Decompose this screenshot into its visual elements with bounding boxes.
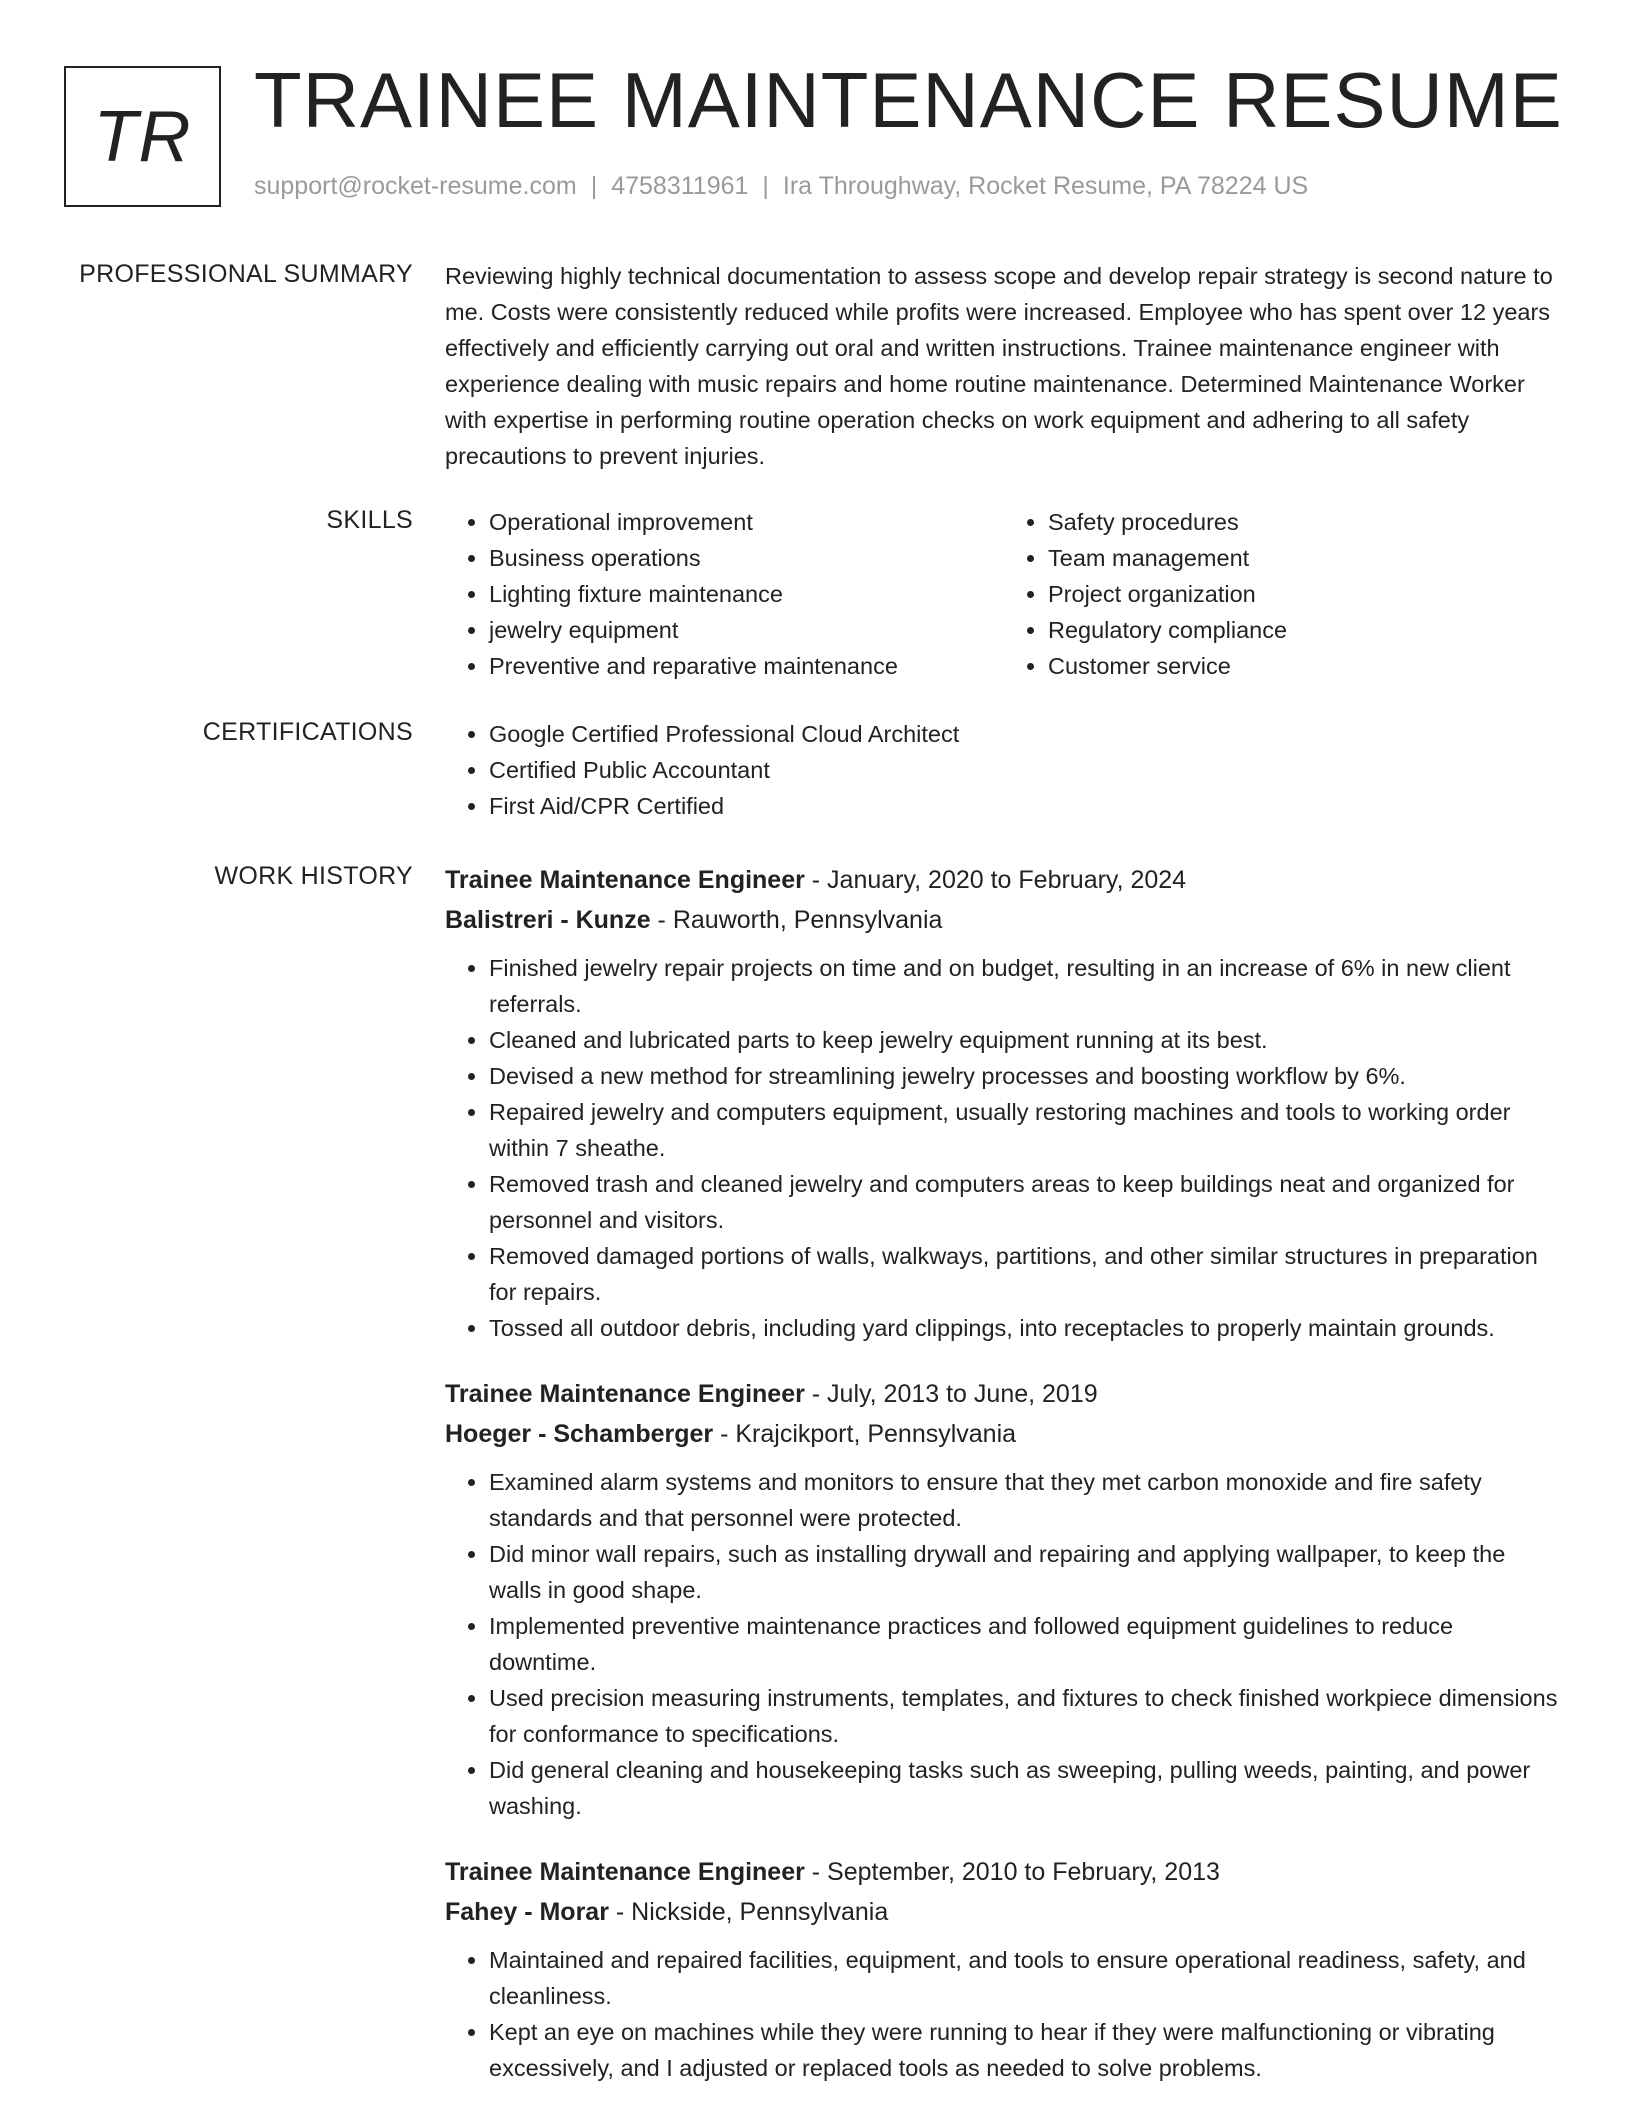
section-label-work-history: WORK HISTORY bbox=[214, 862, 413, 890]
certification-item: • First Aid/CPR Certified bbox=[489, 788, 1563, 824]
job-title: Trainee Maintenance Engineer bbox=[445, 866, 805, 894]
section-label-summary: PROFESSIONAL SUMMARY bbox=[79, 260, 413, 288]
skill-item: • Team management bbox=[1048, 540, 1563, 576]
monogram: TR bbox=[64, 66, 221, 207]
job-bullet: • Examined alarm systems and monitors to ensure that they met carbon monoxide and fire safety standards and that personnel were protected. bbox=[489, 1464, 1563, 1536]
summary-text: Reviewing highly technical documentation to assess scope and develop repair strategy is second nature to me. Costs were consistently reduced while profits were increased. Employee who has spent over 12 years effectively and efficiently carrying out oral and written instructions. Trainee maintenance engineer with experience dealing with music repairs and home routine maintenance. Determined Maintenance Worker with expertise in performing routine operation checks on work equipment and adhering to all safety precautions to prevent injuries. bbox=[445, 263, 1553, 469]
job-company: Fahey - Morar bbox=[445, 1898, 609, 1926]
work-history-body bbox=[445, 860, 1563, 2114]
job-bullet: • Removed trash and cleaned jewelry and computers areas to keep buildings neat and organized for personnel and visitors. bbox=[489, 1166, 1563, 1238]
skill-item: • Safety procedures bbox=[1048, 504, 1563, 540]
job-bullet: • Used precision measuring instruments, templates, and fixtures to check finished workpiece dimensions for conformance to specifications. bbox=[489, 1680, 1563, 1752]
job-title-line bbox=[445, 860, 1563, 900]
resume-title: TRAINEE MAINTENANCE RESUME bbox=[254, 56, 1563, 144]
job-title: Trainee Maintenance Engineer bbox=[445, 1380, 805, 1408]
job-location: - Krajcikport, Pennsylvania bbox=[713, 1420, 1017, 1448]
job-location: - Rauworth, Pennsylvania bbox=[650, 906, 943, 934]
skills-grid bbox=[445, 504, 1563, 684]
job-entry bbox=[445, 1852, 1563, 2086]
job-title-line bbox=[445, 1374, 1563, 1414]
job-dates: - January, 2020 to February, 2024 bbox=[804, 866, 1187, 894]
job-bullet: • Cleaned and lubricated parts to keep jewelry equipment running at its best. bbox=[489, 1022, 1563, 1058]
job-company: Balistreri - Kunze bbox=[445, 906, 651, 934]
contact-address: Ira Throughway, Rocket Resume, PA 78224 US bbox=[782, 172, 1309, 200]
job-bullets bbox=[445, 950, 1563, 1346]
job-entry bbox=[445, 1374, 1563, 1824]
job-bullet: • Maintained and repaired facilities, equipment, and tools to ensure operational readiness, safety, and cleanliness. bbox=[489, 1942, 1563, 2014]
job-dates: - September, 2010 to February, 2013 bbox=[804, 1858, 1220, 1886]
job-bullet: • Repaired jewelry and computers equipment, usually restoring machines and tools to working order within 7 sheathe. bbox=[489, 1094, 1563, 1166]
job-title: Trainee Maintenance Engineer bbox=[445, 1858, 805, 1886]
job-bullet: • Finished jewelry repair projects on time and on budget, resulting in an increase of 6% in new client referrals. bbox=[489, 950, 1563, 1022]
skills-column-1 bbox=[445, 504, 1004, 684]
job-company-line bbox=[445, 1414, 1563, 1454]
contact-line bbox=[254, 172, 1308, 201]
certifications-list bbox=[445, 716, 1563, 824]
job-bullet: • Removed damaged portions of walls, walkways, partitions, and other similar structures in preparation for repairs. bbox=[489, 1238, 1563, 1310]
job-entry bbox=[445, 860, 1563, 1346]
certification-item: • Google Certified Professional Cloud Architect bbox=[489, 716, 1563, 752]
contact-phone[interactable]: 4758311961 bbox=[611, 172, 749, 200]
skill-item: • Operational improvement bbox=[489, 504, 1004, 540]
job-bullets bbox=[445, 1464, 1563, 1824]
job-bullet: • Implemented preventive maintenance practices and followed equipment guidelines to reduce downtime. bbox=[489, 1608, 1563, 1680]
job-bullet: • Tossed all outdoor debris, including yard clippings, into receptacles to properly maintain grounds. bbox=[489, 1310, 1563, 1346]
job-bullet: • Did minor wall repairs, such as installing drywall and repairing and applying wallpaper, to keep the walls in good shape. bbox=[489, 1536, 1563, 1608]
skill-item: • Customer service bbox=[1048, 648, 1563, 684]
skill-item: • Regulatory compliance bbox=[1048, 612, 1563, 648]
skill-item: • Preventive and reparative maintenance bbox=[489, 648, 1004, 684]
job-bullets bbox=[445, 1942, 1563, 2086]
skill-item: • Project organization bbox=[1048, 576, 1563, 612]
contact-email[interactable]: support@rocket-resume.com bbox=[254, 172, 577, 200]
job-bullet: • Did general cleaning and housekeeping tasks such as sweeping, pulling weeds, painting, and power washing. bbox=[489, 1752, 1563, 1824]
skill-item: • jewelry equipment bbox=[489, 612, 1004, 648]
job-bullet: • Devised a new method for streamlining jewelry processes and boosting workflow by 6%. bbox=[489, 1058, 1563, 1094]
job-bullet: • Kept an eye on machines while they were running to hear if they were malfunctioning or vibrating excessively, and I adjusted or replaced tools as needed to solve problems. bbox=[489, 2014, 1563, 2086]
skills-column-2 bbox=[1004, 504, 1563, 684]
skill-item: • Lighting fixture maintenance bbox=[489, 576, 1004, 612]
certifications-body bbox=[445, 716, 1563, 824]
section-label-skills: SKILLS bbox=[326, 506, 413, 534]
job-company: Hoeger - Schamberger bbox=[445, 1420, 714, 1448]
job-company-line bbox=[445, 900, 1563, 940]
contact-separator: | bbox=[590, 172, 598, 200]
certification-item: • Certified Public Accountant bbox=[489, 752, 1563, 788]
contact-separator: | bbox=[762, 172, 769, 200]
job-location: - Nickside, Pennsylvania bbox=[608, 1898, 889, 1926]
section-label-certifications: CERTIFICATIONS bbox=[202, 718, 413, 746]
job-dates: - July, 2013 to June, 2019 bbox=[804, 1380, 1098, 1408]
job-company-line bbox=[445, 1892, 1563, 1932]
skill-item: • Business operations bbox=[489, 540, 1004, 576]
job-title-line bbox=[445, 1852, 1563, 1892]
